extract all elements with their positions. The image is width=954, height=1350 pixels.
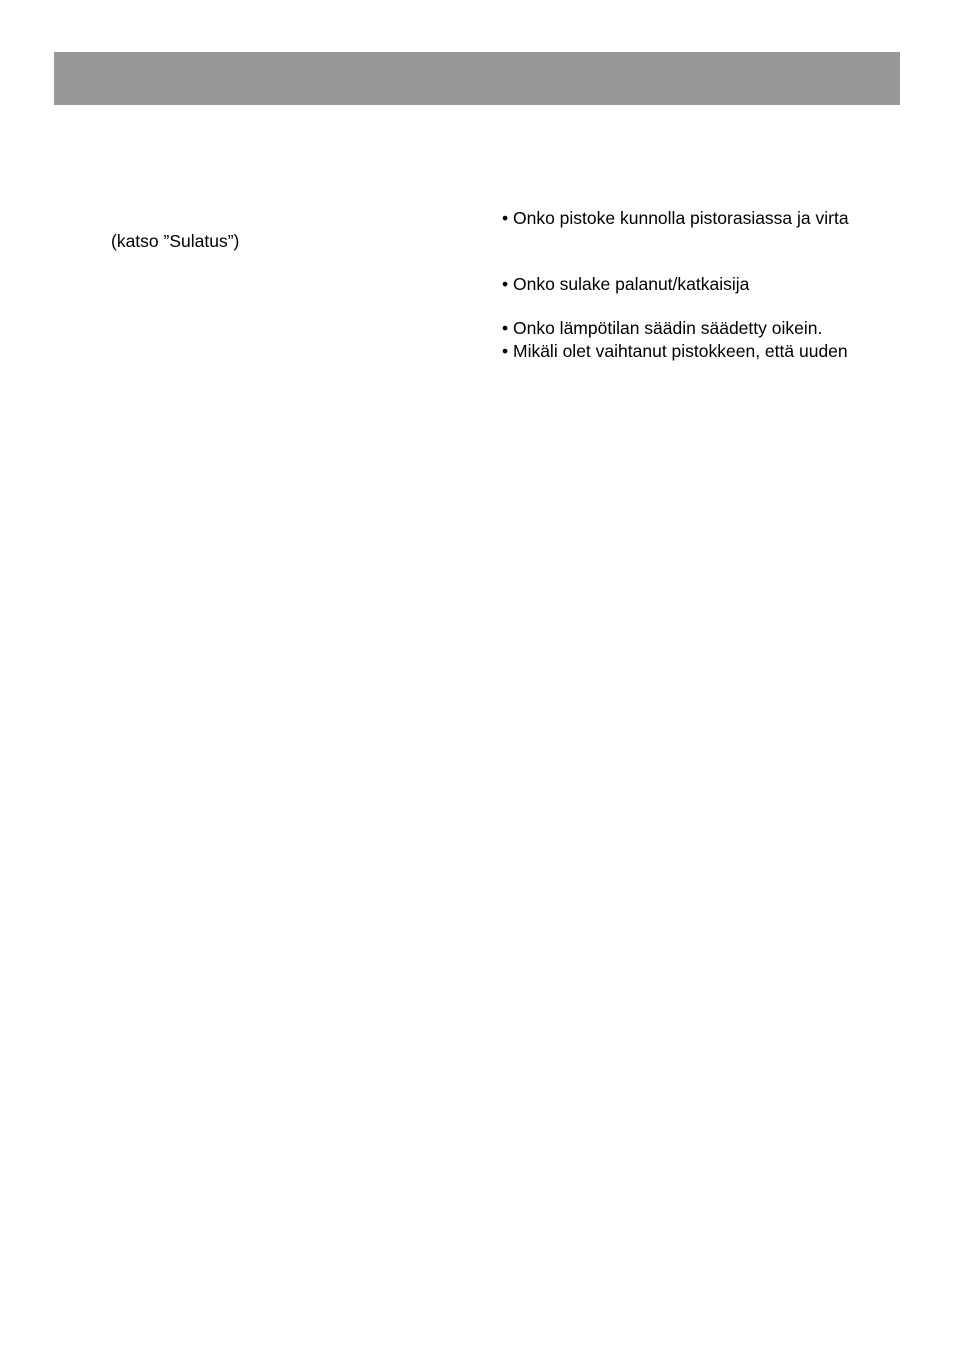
check-item-plug: • Onko pistoke kunnolla pistorasiassa ja virta — [502, 208, 849, 228]
check-item-thermostat: • Onko lämpötilan säädin säädetty oikein. — [502, 318, 823, 338]
header-band — [54, 52, 900, 105]
check-item-fuse: • Onko sulake palanut/katkaisija — [502, 274, 750, 294]
check-item-replaced-plug: • Mikäli olet vaihtanut pistokkeen, että uuden — [502, 341, 848, 361]
sulatus-reference-note: (katso ”Sulatus”) — [111, 231, 240, 251]
